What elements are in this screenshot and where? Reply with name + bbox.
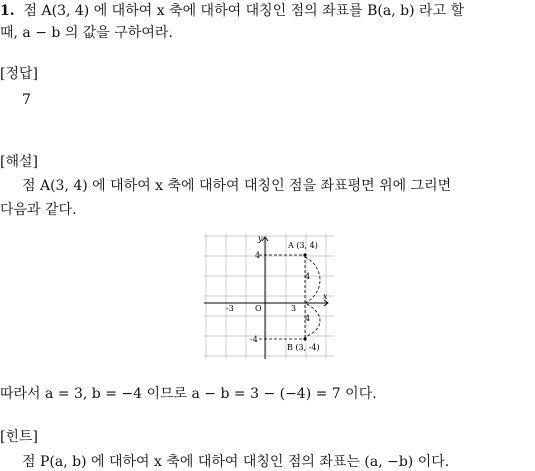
point-a-label: A (3, 4) bbox=[288, 241, 318, 250]
solution-text-line2: 다음과 같다. bbox=[0, 202, 77, 218]
coordinate-figure bbox=[204, 233, 334, 359]
hint-heading: [힌트] bbox=[0, 429, 38, 445]
solution-text-line1: 점 A(3, 4) 에 대하여 x 축에 대하여 대칭인 점을 좌표평면 위에 그리면 bbox=[22, 178, 452, 194]
origin-label: O bbox=[255, 304, 262, 313]
arrow-mark-upper: 4 bbox=[305, 272, 311, 281]
tick-4-label: 4 bbox=[255, 251, 261, 260]
point-a-marker bbox=[303, 253, 306, 256]
problem-number: 1. bbox=[0, 3, 15, 19]
reflection-arc bbox=[305, 257, 320, 337]
hint-text-line1: 점 P(a, b) 에 대하여 x 축에 대하여 대칭인 점의 좌표는 (a, −b) 이다. bbox=[22, 454, 450, 470]
point-b-label: B (3, -4) bbox=[287, 343, 320, 352]
point-b-marker bbox=[303, 337, 306, 340]
tick-neg3-label: -3 bbox=[226, 304, 234, 313]
problem-text-line1: 점 A(3, 4) 에 대하여 x 축에 대하여 대칭인 점의 좌표를 B(a, b) 라고 할 bbox=[23, 3, 465, 19]
answer-value: 7 bbox=[22, 92, 31, 108]
answer-heading: [정답] bbox=[0, 66, 38, 82]
arrow-mark-lower: 4 bbox=[305, 314, 311, 323]
solution-conclusion: 따라서 a = 3, b = −4 이므로 a − b = 3 − (−4) = 7 이다. bbox=[0, 386, 377, 402]
tick-neg4-label: -4 bbox=[250, 335, 258, 344]
problem-text-line2: 때, a − b 의 값을 구하여라. bbox=[0, 25, 173, 41]
y-axis-label: y bbox=[258, 234, 263, 243]
x-axis-label: x bbox=[323, 292, 328, 301]
solution-heading: [해설] bbox=[0, 154, 38, 170]
tick-3-label: 3 bbox=[291, 304, 297, 313]
